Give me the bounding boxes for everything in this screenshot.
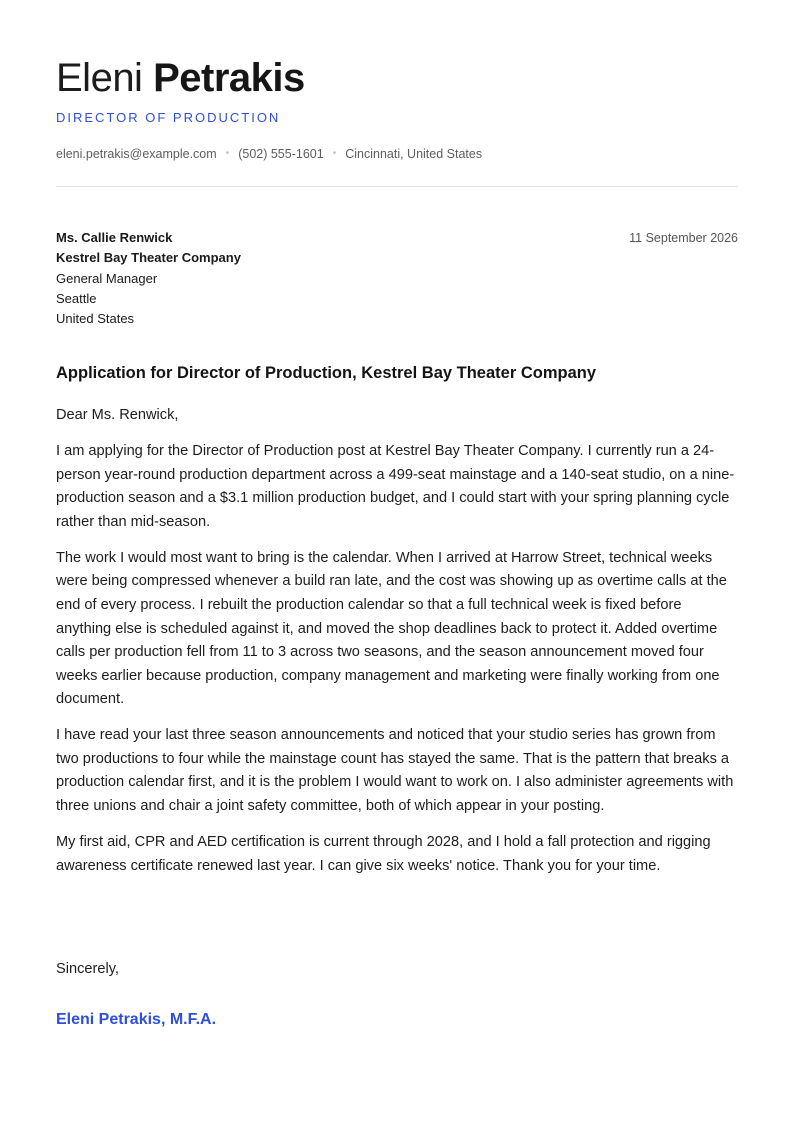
body-paragraph: My first aid, CPR and AED certification is current through 2028, and I hold a fall protection and rigging awareness certificate renewed last year. I can give six weeks' notice. Thank you for your time. (56, 834, 711, 874)
salutation: Dear Ms. Renwick, (56, 407, 179, 423)
contact-phone[interactable]: (502) 555-1601 (238, 147, 324, 161)
body-paragraph: The work I would most want to bring is the calendar. When I arrived at Harrow Street, technical weeks were being compressed whenever a build ran late, and the cost was showing up as overtime calls at the end of every process. I rebuilt the production calendar so that a full technical week is fixed before anything else is scheduled against it, and moved the shop deadlines back to protect it. Added overtime calls per production fell from 11 to 3 across two seasons, and the season announcement moved four weeks earlier because production, company management and marketing were finally working from one document. (56, 549, 727, 708)
recipient-title: General Manager (56, 270, 158, 286)
contact-email[interactable]: eleni.petrakis@example.com (56, 147, 217, 161)
closing: Sincerely, (56, 961, 119, 977)
recipient-company: Kestrel Bay Theater Company (56, 250, 241, 266)
contact-separator: • (225, 148, 230, 159)
signature: Eleni Petrakis, M.F.A. (56, 1011, 217, 1028)
applicant-first-name: Eleni (56, 56, 143, 100)
header-divider (56, 186, 738, 187)
applicant-name (56, 52, 305, 104)
recipient-city: Seattle (56, 290, 97, 306)
letter-date: 11 September 2026 (629, 231, 738, 245)
recipient-block (56, 228, 241, 329)
body-paragraph: I have read your last three season announcements and noticed that your studio series has grown from two productions to four while the mainstage count has stayed the same. That is the pattern that breaks a production calendar first, and it is the problem I would want to work on. I also administer agreements with three unions and chair a joint safety committee, both of which appear in your posting. (56, 727, 734, 815)
recipient-name: Ms. Callie Renwick (56, 230, 173, 245)
recipient-country: United States (56, 311, 135, 327)
contact-separator: • (332, 148, 337, 159)
letter-body (56, 404, 740, 891)
applicant-role: DIRECTOR OF PRODUCTION (56, 110, 281, 125)
applicant-last-name: Petrakis (153, 56, 305, 100)
body-paragraph: I am applying for the Director of Production post at Kestrel Bay Theater Company. I currently run a 24-person year-round production department across a 499-seat mainstage and a 140-seat studio, on a nine-production season and a $3.1 million production budget, and I could start with your spring planning cycle rather than mid-season. (56, 442, 735, 530)
contact-location: Cincinnati, United States (345, 147, 483, 161)
letter-subject: Application for Director of Production, Kestrel Bay Theater Company (56, 364, 596, 382)
contact-line (56, 146, 482, 162)
